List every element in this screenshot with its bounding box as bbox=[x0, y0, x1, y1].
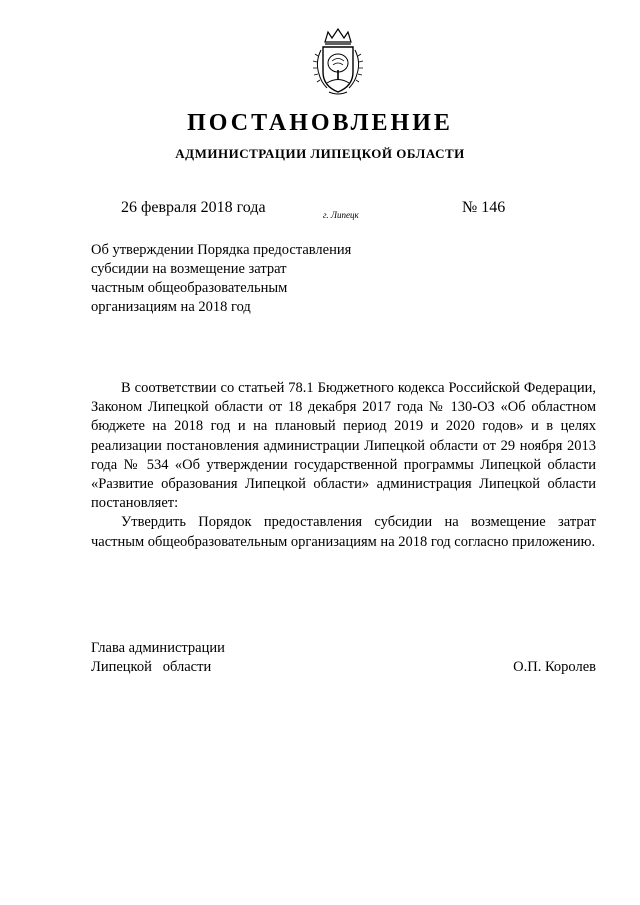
document-date: 26 февраля 2018 года bbox=[121, 199, 266, 216]
signatory-name: О.П. Королев bbox=[513, 659, 596, 675]
document-title: ПОСТАНОВЛЕНИЕ bbox=[187, 110, 453, 136]
body-paragraph: В соответствии со статьей 78.1 Бюджетного кодекса Российской Федерации, Законом Липецкой области от 18 декабря 2017 года № 130-ОЗ «Об областном бюджете на 2018 год и на плановый период 2019 и 2020 годов» и в целях реализации постановления администрации Липецкой области от 29 ноября 2013 года № 534 «Об утверждении государственной программы Липецкой области «Развитие образования Липецкой области» администрация Липецкой области постановляет: bbox=[91, 380, 596, 512]
document-subtitle: АДМИНИСТРАЦИИ ЛИПЕЦКОЙ ОБЛАСТИ bbox=[175, 146, 465, 161]
document-heading bbox=[91, 241, 391, 317]
document-city: г. Липецк bbox=[323, 210, 359, 220]
heading-line: Об утверждении Порядка предоставления bbox=[91, 242, 352, 258]
signature-position-line2: Липецкой области bbox=[91, 659, 212, 675]
heading-line: субсидии на возмещение затрат bbox=[91, 261, 287, 277]
heading-line: частным общеобразовательным bbox=[91, 280, 288, 296]
heading-line: организациям на 2018 год bbox=[91, 299, 251, 315]
signature-position-line1: Глава администрации bbox=[91, 640, 225, 656]
document-number: № 146 bbox=[462, 199, 506, 216]
signature-row bbox=[91, 658, 596, 677]
lipetsk-coat-of-arms-icon bbox=[311, 28, 365, 96]
document-body bbox=[91, 379, 596, 552]
signature-block bbox=[91, 639, 596, 677]
body-paragraph: Утвердить Порядок предоставления субсидии на возмещение затрат частным общеобразовательным организациям на 2018 год согласно приложению. bbox=[91, 514, 596, 550]
